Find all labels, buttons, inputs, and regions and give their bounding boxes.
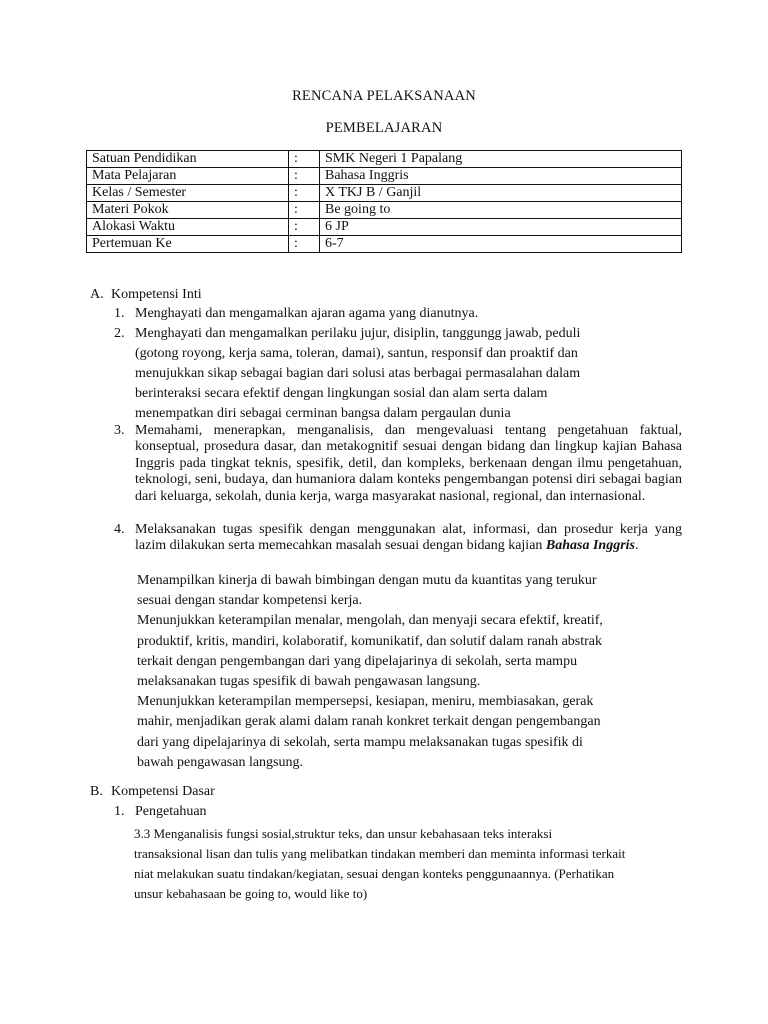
info-value: SMK Negeri 1 Papalang	[320, 151, 682, 168]
kd-line: niat melakukan suatu tindakan/kegiatan, sesuai dengan konteks penggunaannya. (Perhatikan	[134, 866, 615, 881]
ki-item-1-number: 1.	[114, 306, 125, 321]
info-table-row	[87, 168, 682, 185]
info-value: Bahasa Inggris	[320, 168, 682, 185]
info-label: Pertemuan Ke	[87, 236, 289, 253]
ki-continuation-line: dari yang dipelajarinya di sekolah, serta mampu melaksanakan tugas spesifik di	[137, 734, 583, 750]
ki-item-2-text	[135, 324, 682, 424]
ki-item-4-number: 4.	[114, 522, 125, 537]
doc-title-line1: RENCANA PELAKSANAAN	[292, 88, 476, 104]
ki-continuation-line: Menampilkan kinerja di bawah bimbingan dengan mutu da kuantitas yang terukur	[137, 573, 597, 588]
kd-item-1	[114, 804, 682, 820]
section-b-heading	[90, 784, 215, 800]
info-label: Kelas / Semester	[87, 185, 289, 202]
ki-item-1	[114, 306, 682, 322]
info-table-row	[87, 219, 682, 236]
ki-continuation-line: mahir, menjadikan gerak alami dalam ranah konkret terkait dengan pengembangan	[137, 714, 601, 730]
section-a-heading	[90, 287, 202, 303]
ki-item-2	[114, 324, 682, 424]
kd-line: transaksional lisan dan tulis yang melibatkan tindakan memberi dan meminta informasi terkait	[134, 846, 626, 861]
ki-item-4-text	[135, 522, 682, 555]
info-value: 6 JP	[320, 219, 682, 236]
ki-item-3	[114, 423, 682, 505]
ki-item-1-text: Menghayati dan mengamalkan ajaran agama yang dianutnya.	[135, 306, 479, 321]
doc-title-line2: PEMBELAJARAN	[325, 120, 443, 136]
section-b-letter: B.	[90, 784, 103, 799]
ki-continuation-line: Menunjukkan keterampilan mempersepsi, kesiapan, meniru, membiasakan, gerak	[137, 694, 594, 710]
ki-continuation-line: sesuai dengan standar kompetensi kerja.	[137, 593, 363, 609]
info-table-row	[87, 236, 682, 253]
ki-item-3-number: 3.	[114, 423, 125, 438]
info-separator: :	[289, 168, 320, 185]
ki-continuation-line: Menunjukkan keterampilan menalar, mengolah, dan menyaji secara efektif, kreatif,	[137, 613, 603, 629]
ki-item-4-text-end: .	[635, 538, 639, 554]
ki-item-3-text: Memahami, menerapkan, menganalisis, dan mengevaluasi tentang pengetahuan faktual, konseptual, prosedura dasar, dan metakognitif sesuai dengan bidang dan lingkup kajian Bahasa Inggris pada tingkat teknis, spesifik, detil, dan kompleks, berkenaan dengan ilmu pengetahuan, teknologi, seni, budaya, dan humaniora dalam konteks pengembangan potensi diri sebagai bagian dari keluarga, sekolah, dunia kerja, warga masyarakat nasional, regional, dan internasional.	[135, 423, 682, 504]
ki-item-2-line: menempatkan diri sebagai cerminan bangsa dalam pergaulan dunia	[135, 406, 511, 421]
ki-item-2-line: berinteraksi secara efektif dengan lingkungan sosial dan alam serta dalam	[135, 386, 548, 401]
kd-item-1-number: 1.	[114, 804, 125, 819]
ki-item-4	[114, 522, 682, 555]
kd-line: unsur kebahasaan be going to, would like to)	[134, 886, 368, 901]
ki-item-2-line: Menghayati dan mengamalkan perilaku jujur, disiplin, tanggungg jawab, peduli	[135, 326, 581, 341]
info-separator: :	[289, 236, 320, 253]
info-label: Alokasi Waktu	[87, 219, 289, 236]
info-label: Satuan Pendidikan	[87, 151, 289, 168]
ki-item-4-text-main: Melaksanakan tugas spesifik dengan menggunakan alat, informasi, dan prosedur kerja yang lazim dilakukan serta memecahkan masalah sesuai dengan bidang kajian	[135, 522, 682, 554]
info-table-row	[87, 185, 682, 202]
info-value: X TKJ B / Ganjil	[320, 185, 682, 202]
info-separator: :	[289, 202, 320, 219]
ki-continuation-line: melaksanakan tugas spesifik di bawah pengawasan langsung.	[137, 674, 481, 690]
ki-continuation-line: produktif, kritis, mandiri, kolaboratif, komunikatif, dan solutif dalam ranah abstrak	[137, 633, 603, 649]
ki-item-2-number: 2.	[114, 326, 125, 341]
info-separator: :	[289, 219, 320, 236]
ki-continuation-line: bawah pengawasan langsung.	[137, 754, 304, 770]
kd-item-1-text: Pengetahuan	[135, 804, 207, 819]
info-separator: :	[289, 185, 320, 202]
kd-line: 3.3 Menganalisis fungsi sosial,struktur teks, dan unsur kebahasaan teks interaksi	[134, 826, 553, 841]
info-value: 6-7	[320, 236, 682, 253]
section-a-title: Kompetensi Inti	[111, 287, 202, 302]
info-value: Be going to	[320, 202, 682, 219]
info-separator: :	[289, 151, 320, 168]
ki-item-2-line: menujukkan sikap sebagai bagian dari solusi atas berbagai permasalahan dalam	[135, 366, 581, 381]
info-table-row	[87, 151, 682, 168]
ki-item-2-line: (gotong royong, kerja sama, toleran, damai), santun, responsif dan proaktif dan	[135, 346, 578, 361]
info-label: Mata Pelajaran	[87, 168, 289, 185]
info-table	[86, 150, 682, 253]
kd-3-3-block	[134, 824, 682, 904]
info-table-row	[87, 202, 682, 219]
ki-item-4-emphasis: Bahasa Inggris	[545, 538, 635, 554]
section-a-letter: A.	[90, 287, 104, 302]
info-label: Materi Pokok	[87, 202, 289, 219]
ki-continuation-line: terkait dengan pengembangan dari yang dipelajarinya di sekolah, serta mampu	[137, 653, 578, 669]
section-b-title: Kompetensi Dasar	[111, 784, 215, 799]
ki-continuation	[137, 571, 682, 773]
